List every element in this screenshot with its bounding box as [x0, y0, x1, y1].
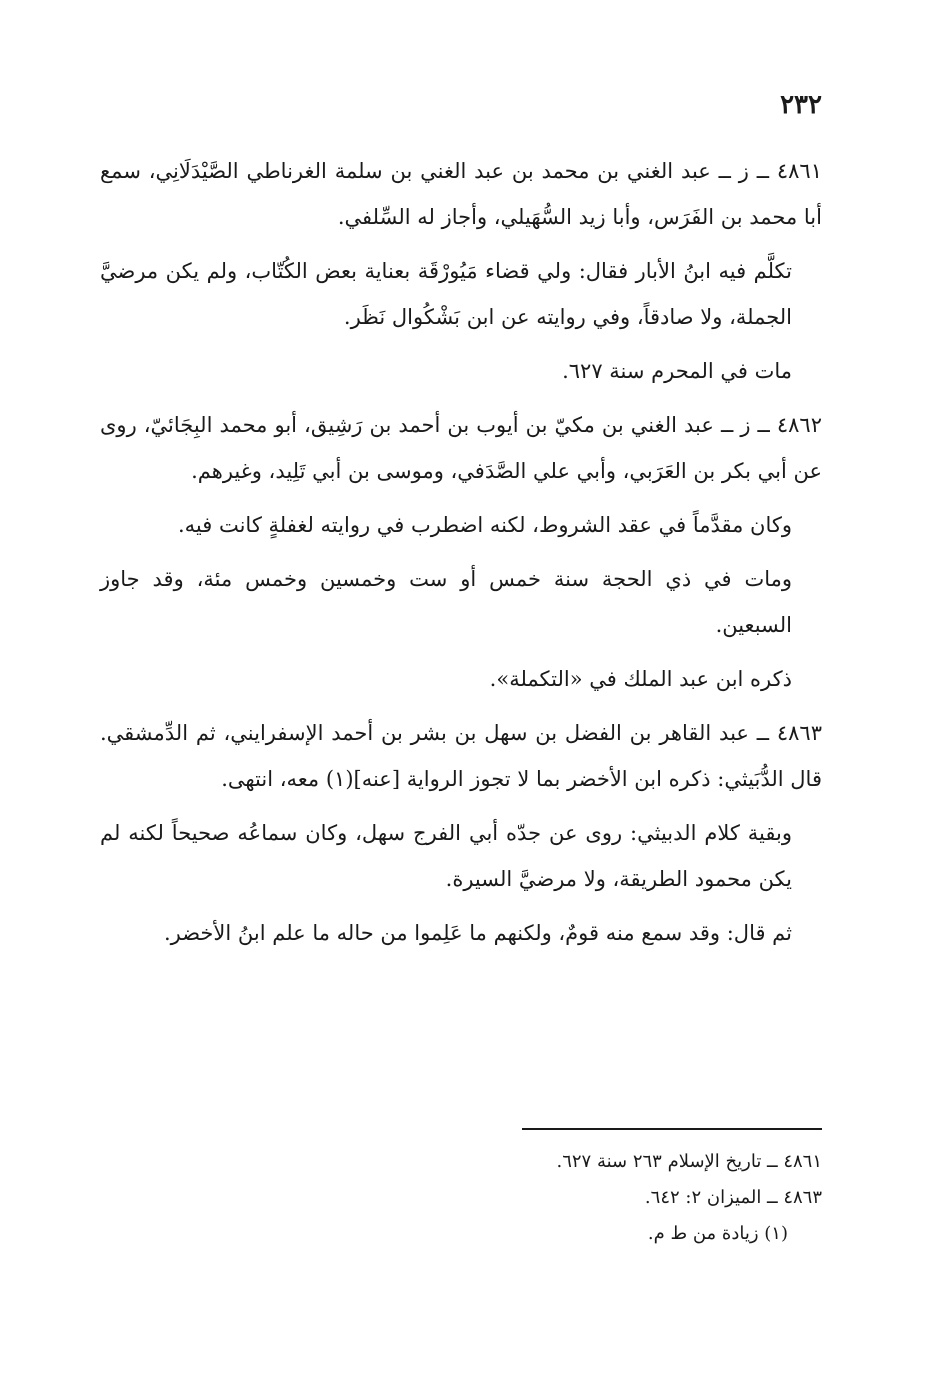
entry-4863-continuation: وبقية كلام الدبيثي: روى عن جدّه أبي الفرج سهل، وكان سماعُه صحيحاً لكنه لم يكن محمود الطريقة، ولا مرضيَّ السيرة.: [100, 821, 792, 891]
entry-4861-heading: ٤٨٦١ ــ ز ــ عبد الغني بن محمد بن عبد الغني بن سلمة الغرناطي الصَّيْدَلَانِي، سمع أبا محمد بن الفَرَس، وأبا زيد السُّهَيلي، وأجاز له السِّلفي.: [100, 159, 822, 229]
entry-4862-heading: ٤٨٦٢ ــ ز ــ عبد الغني بن مكيّ بن أيوب بن أحمد بن رَشِيق، أبو محمد البِجَائيّ، روى عن أبي بكر بن العَرَبي، وأبي علي الصَّدَفي، وموسى بن أبي تَلِيد، وغيرهم.: [100, 413, 822, 483]
entry-4863-closing: ثم قال: وقد سمع منه قومٌ، ولكنهم ما عَلِموا من حاله ما علم ابنُ الأخضر.: [163, 921, 792, 945]
entry-4862-death: ومات في ذي الحجة سنة خمس أو ست وخمسين وخمس مئة، وقد جاوز السبعين.: [100, 567, 792, 637]
footnotes: [100, 1144, 822, 1252]
page-number: ٢٣٢: [780, 90, 822, 120]
main-text: [100, 148, 822, 964]
entry-4861-death: مات في المحرم سنة ٦٢٧.: [562, 359, 792, 383]
entry-4862-source: ذكره ابن عبد الملك في «التكملة».: [489, 667, 792, 691]
entry-4861-criticism: تكلَّم فيه ابنُ الأبار فقال: ولي قضاء مَيُورْقَة بعناية بعض الكُتّاب، ولم يكن مرضيَّ الجملة، ولا صادقاً، وفي روايته عن ابن بَشْكُوال نَظَر.: [100, 259, 792, 329]
footnote-4863: ٤٨٦٣ ــ الميزان ٢: ٦٤٢.: [644, 1187, 822, 1208]
book-page: [100, 0, 822, 1374]
entry-4862-note: وكان مقدَّماً في عقد الشروط، لكنه اضطرب في روايته لغفلةٍ كانت فيه.: [177, 513, 792, 537]
footnote-4861: ٤٨٦١ ــ تاريخ الإسلام ٢٦٣ سنة ٦٢٧.: [556, 1151, 822, 1172]
footnote-1: (١) زيادة من ط م.: [647, 1223, 788, 1244]
footnote-divider: [522, 1128, 822, 1130]
entry-4863-heading: ٤٨٦٣ ــ عبد القاهر بن الفضل بن سهل بن بشر بن أحمد الإسفرايني، ثم الدِّمشقي. قال الدُّبَيثي: ذكره ابن الأخضر بما لا تجوز الرواية [عنه](١) معه، انتهى.: [100, 721, 822, 791]
